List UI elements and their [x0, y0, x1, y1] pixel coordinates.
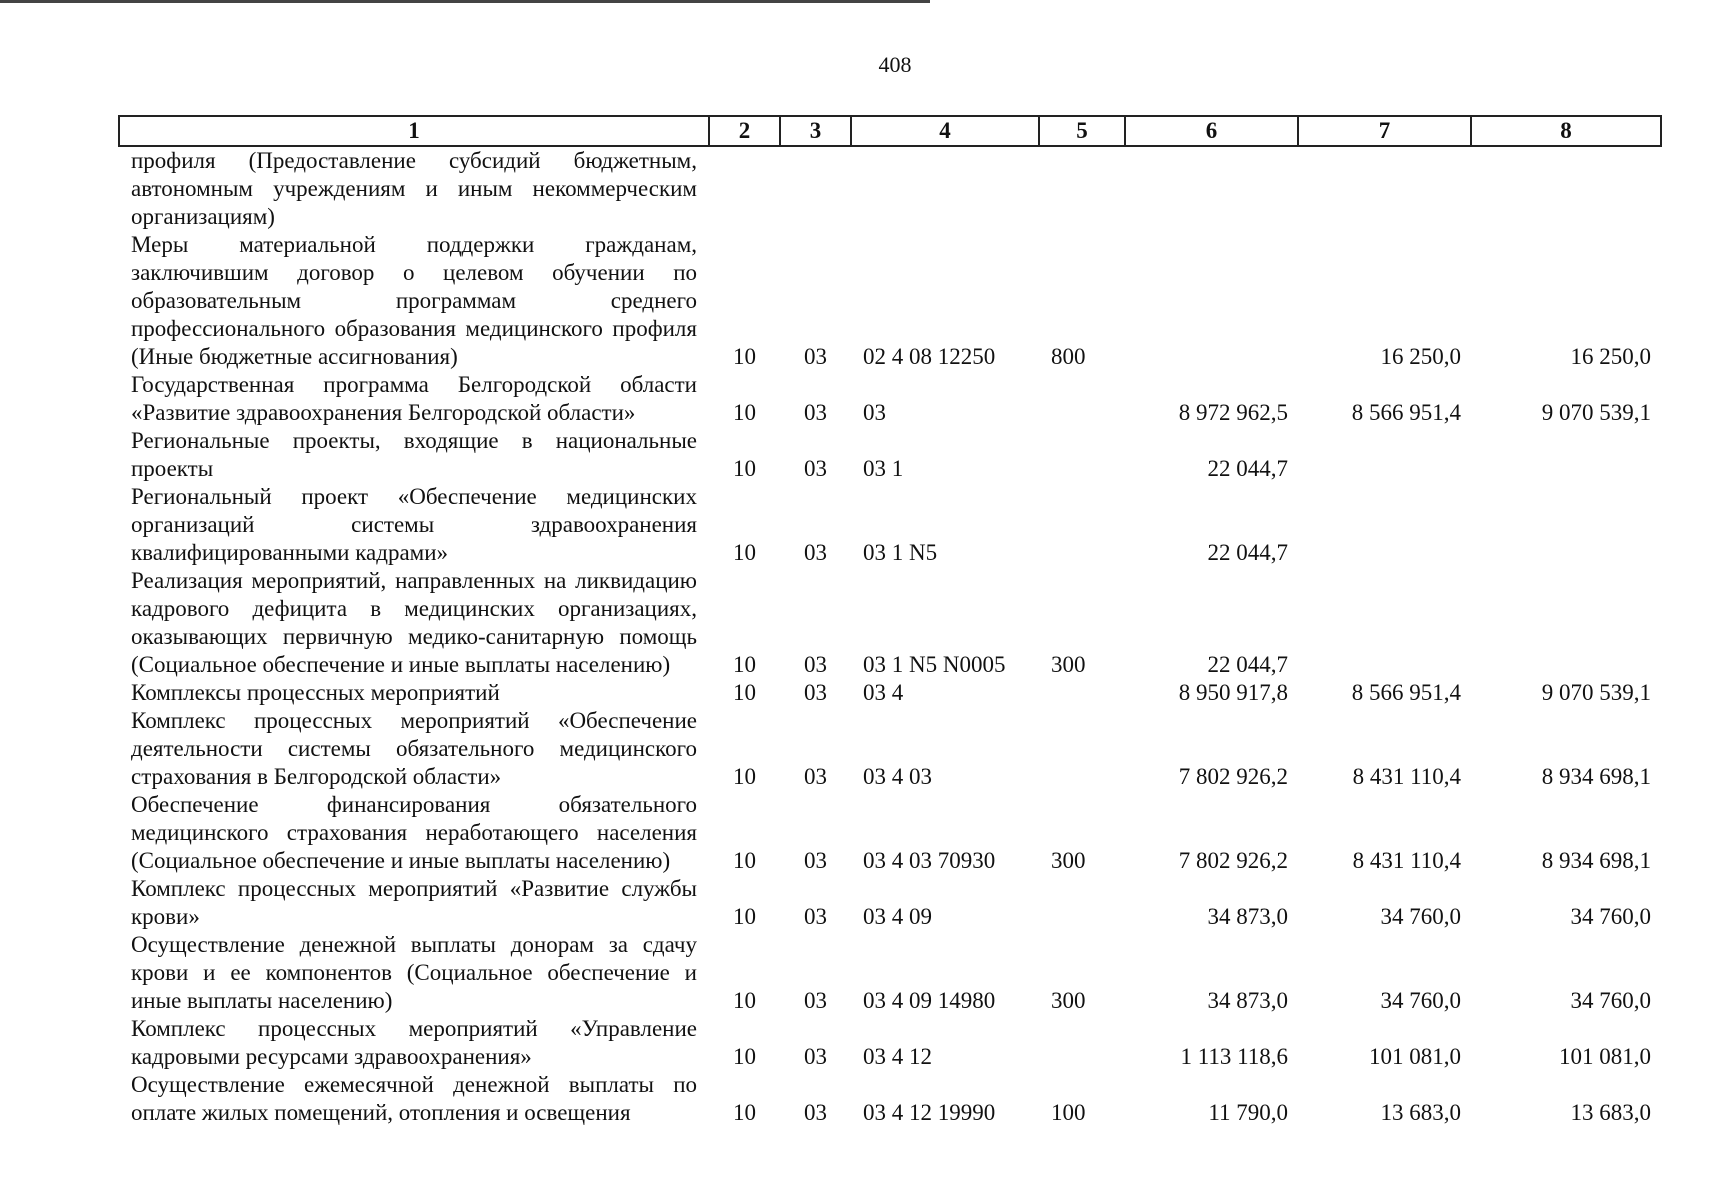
cell-expense-type [1039, 483, 1125, 567]
cell-amount-col7: 8 431 110,4 [1352, 764, 1461, 789]
cell-subsection: 03 [804, 848, 827, 873]
cell-subsection: 03 [804, 344, 827, 369]
cell-target-article: 03 4 09 [863, 904, 932, 929]
cell-target-article [851, 146, 1039, 231]
cell-amount-col8 [1471, 146, 1661, 231]
table-row [119, 427, 1661, 483]
cell-amount-col8: 13 683,0 [1570, 1100, 1651, 1125]
cell-subsection: 03 [804, 540, 827, 565]
cell-target-article: 03 1 [863, 456, 904, 481]
table-row [119, 875, 1661, 931]
table-row [119, 707, 1661, 791]
table-row [119, 1015, 1661, 1071]
cell-amount-col7 [1298, 146, 1471, 231]
cell-amount-col6: 7 802 926,2 [1178, 848, 1288, 873]
cell-section: 10 [733, 764, 756, 789]
cell-target-article: 02 4 08 12250 [863, 344, 996, 369]
cell-amount-col7: 16 250,0 [1380, 344, 1461, 369]
table-row [119, 146, 1661, 231]
cell-name: Осуществление ежемесячной денежной выплаты по оплате жилых помещений, отопления и освещения [131, 1072, 697, 1125]
cell-target-article: 03 4 12 [863, 1044, 932, 1069]
cell-name: Комплексы процессных мероприятий [131, 680, 500, 705]
cell-amount-col7: 8 431 110,4 [1352, 848, 1461, 873]
cell-subsection: 03 [804, 904, 827, 929]
cell-expense-type [1039, 1015, 1125, 1071]
cell-expense-type: 100 [1051, 1100, 1086, 1125]
table-row [119, 231, 1661, 371]
header-col-3: 3 [780, 116, 851, 146]
cell-subsection: 03 [804, 1100, 827, 1125]
top-edge-line [0, 0, 930, 3]
cell-subsection: 03 [804, 456, 827, 481]
cell-amount-col8: 8 934 698,1 [1541, 848, 1651, 873]
cell-amount-col7: 8 566 951,4 [1351, 680, 1461, 705]
cell-expense-type [1039, 707, 1125, 791]
cell-expense-type: 800 [1051, 344, 1086, 369]
cell-section: 10 [733, 456, 756, 481]
cell-name: Обеспечение финансирования обязательного медицинского страхования неработающего населения (Социальное обеспечение и иные выплаты населению) [131, 792, 697, 873]
cell-amount-col6: 22 044,7 [1207, 456, 1288, 481]
table-row [119, 931, 1661, 1015]
cell-amount-col6 [1125, 231, 1298, 371]
cell-expense-type: 300 [1051, 848, 1086, 873]
cell-expense-type [1039, 875, 1125, 931]
cell-name: Региональные проекты, входящие в национальные проекты [131, 428, 697, 481]
cell-amount-col8 [1471, 427, 1661, 483]
header-col-5: 5 [1039, 116, 1125, 146]
cell-name: Реализация мероприятий, направленных на ликвидацию кадрового дефицита в медицинских организациях, оказывающих первичную медико-санитарную помощь (Социальное обеспечение и иные выплаты населению) [131, 568, 697, 677]
cell-amount-col6: 8 972 962,5 [1178, 400, 1288, 425]
cell-name: профиля (Предоставление субсидий бюджетным, автономным учреждениям и иным некоммерческим организациям) [131, 148, 697, 229]
cell-target-article: 03 4 09 14980 [863, 988, 996, 1013]
cell-amount-col6: 34 873,0 [1207, 988, 1288, 1013]
header-col-1: 1 [119, 116, 709, 146]
table-body [119, 146, 1661, 1127]
cell-amount-col7: 101 081,0 [1369, 1044, 1461, 1069]
cell-amount-col7 [1298, 483, 1471, 567]
cell-amount-col8: 8 934 698,1 [1541, 764, 1651, 789]
table-row [119, 679, 1661, 707]
cell-section: 10 [733, 904, 756, 929]
table-row [119, 1071, 1661, 1127]
cell-target-article: 03 1 N5 N0005 [863, 652, 1006, 677]
page-number: 408 [878, 52, 912, 77]
cell-expense-type: 300 [1051, 652, 1086, 677]
table-row [119, 371, 1661, 427]
cell-target-article: 03 1 N5 [863, 540, 938, 565]
cell-expense-type [1039, 679, 1125, 707]
cell-section: 10 [733, 1100, 756, 1125]
header-col-8: 8 [1471, 116, 1661, 146]
table-row [119, 483, 1661, 567]
cell-subsection: 03 [804, 400, 827, 425]
cell-section: 10 [733, 400, 756, 425]
cell-subsection: 03 [804, 1044, 827, 1069]
cell-target-article: 03 4 12 19990 [863, 1100, 996, 1125]
cell-amount-col7: 13 683,0 [1380, 1100, 1461, 1125]
cell-subsection [780, 146, 851, 231]
cell-amount-col7: 8 566 951,4 [1351, 400, 1461, 425]
cell-section: 10 [733, 540, 756, 565]
cell-amount-col6: 7 802 926,2 [1178, 764, 1288, 789]
cell-amount-col6: 34 873,0 [1207, 904, 1288, 929]
cell-amount-col8 [1471, 483, 1661, 567]
cell-amount-col6 [1125, 146, 1298, 231]
cell-expense-type: 300 [1051, 988, 1086, 1013]
cell-name: Региональный проект «Обеспечение медицинских организаций системы здравоохранения квалифицированными кадрами» [131, 484, 697, 565]
header-col-7: 7 [1298, 116, 1471, 146]
cell-section: 10 [733, 344, 756, 369]
cell-amount-col7: 34 760,0 [1380, 904, 1461, 929]
cell-target-article: 03 [863, 400, 886, 425]
cell-amount-col6: 8 950 917,8 [1178, 680, 1288, 705]
cell-amount-col7 [1298, 427, 1471, 483]
cell-name: Комплекс процессных мероприятий «Развитие службы крови» [131, 876, 697, 929]
cell-amount-col8 [1471, 567, 1661, 679]
cell-amount-col8: 9 070 539,1 [1541, 680, 1651, 705]
cell-target-article: 03 4 03 70930 [863, 848, 996, 873]
cell-name: Комплекс процессных мероприятий «Обеспечение деятельности системы обязательного медицинского страхования в Белгородской области» [131, 708, 697, 789]
header-row [119, 116, 1661, 146]
cell-section: 10 [733, 680, 756, 705]
cell-amount-col6: 11 790,0 [1208, 1100, 1288, 1125]
cell-amount-col7 [1298, 567, 1471, 679]
cell-amount-col8: 34 760,0 [1570, 988, 1651, 1013]
header-col-4: 4 [851, 116, 1039, 146]
cell-amount-col6: 22 044,7 [1207, 652, 1288, 677]
cell-section: 10 [733, 848, 756, 873]
cell-amount-col8: 101 081,0 [1559, 1044, 1651, 1069]
cell-amount-col6: 1 113 118,6 [1180, 1044, 1288, 1069]
table-row [119, 791, 1661, 875]
cell-subsection: 03 [804, 764, 827, 789]
header-col-2: 2 [709, 116, 780, 146]
cell-section: 10 [733, 1044, 756, 1069]
cell-subsection: 03 [804, 652, 827, 677]
cell-expense-type [1039, 371, 1125, 427]
cell-section: 10 [733, 988, 756, 1013]
cell-amount-col8: 34 760,0 [1570, 904, 1651, 929]
cell-section: 10 [733, 652, 756, 677]
cell-section [709, 146, 780, 231]
cell-expense-type [1039, 146, 1125, 231]
cell-name: Осуществление денежной выплаты донорам за сдачу крови и ее компонентов (Социальное обеспечение и иные выплаты населению) [131, 932, 697, 1013]
cell-target-article: 03 4 [863, 680, 904, 705]
cell-subsection: 03 [804, 988, 827, 1013]
cell-target-article: 03 4 03 [863, 764, 932, 789]
cell-amount-col6: 22 044,7 [1207, 540, 1288, 565]
cell-name: Комплекс процессных мероприятий «Управление кадровыми ресурсами здравоохранения» [131, 1016, 697, 1069]
table-row [119, 567, 1661, 679]
cell-amount-col8: 9 070 539,1 [1541, 400, 1651, 425]
cell-expense-type [1039, 427, 1125, 483]
cell-subsection: 03 [804, 680, 827, 705]
cell-name: Меры материальной поддержки гражданам, заключившим договор о целевом обучении по образовательным программам среднего профессионального образования медицинского профиля (Иные бюджетные ассигнования) [131, 232, 697, 369]
header-col-6: 6 [1125, 116, 1298, 146]
budget-table [118, 115, 1662, 1127]
table-header [119, 116, 1661, 146]
cell-amount-col8: 16 250,0 [1570, 344, 1651, 369]
cell-name: Государственная программа Белгородской области «Развитие здравоохранения Белгородской области» [131, 372, 697, 425]
cell-amount-col7: 34 760,0 [1380, 988, 1461, 1013]
